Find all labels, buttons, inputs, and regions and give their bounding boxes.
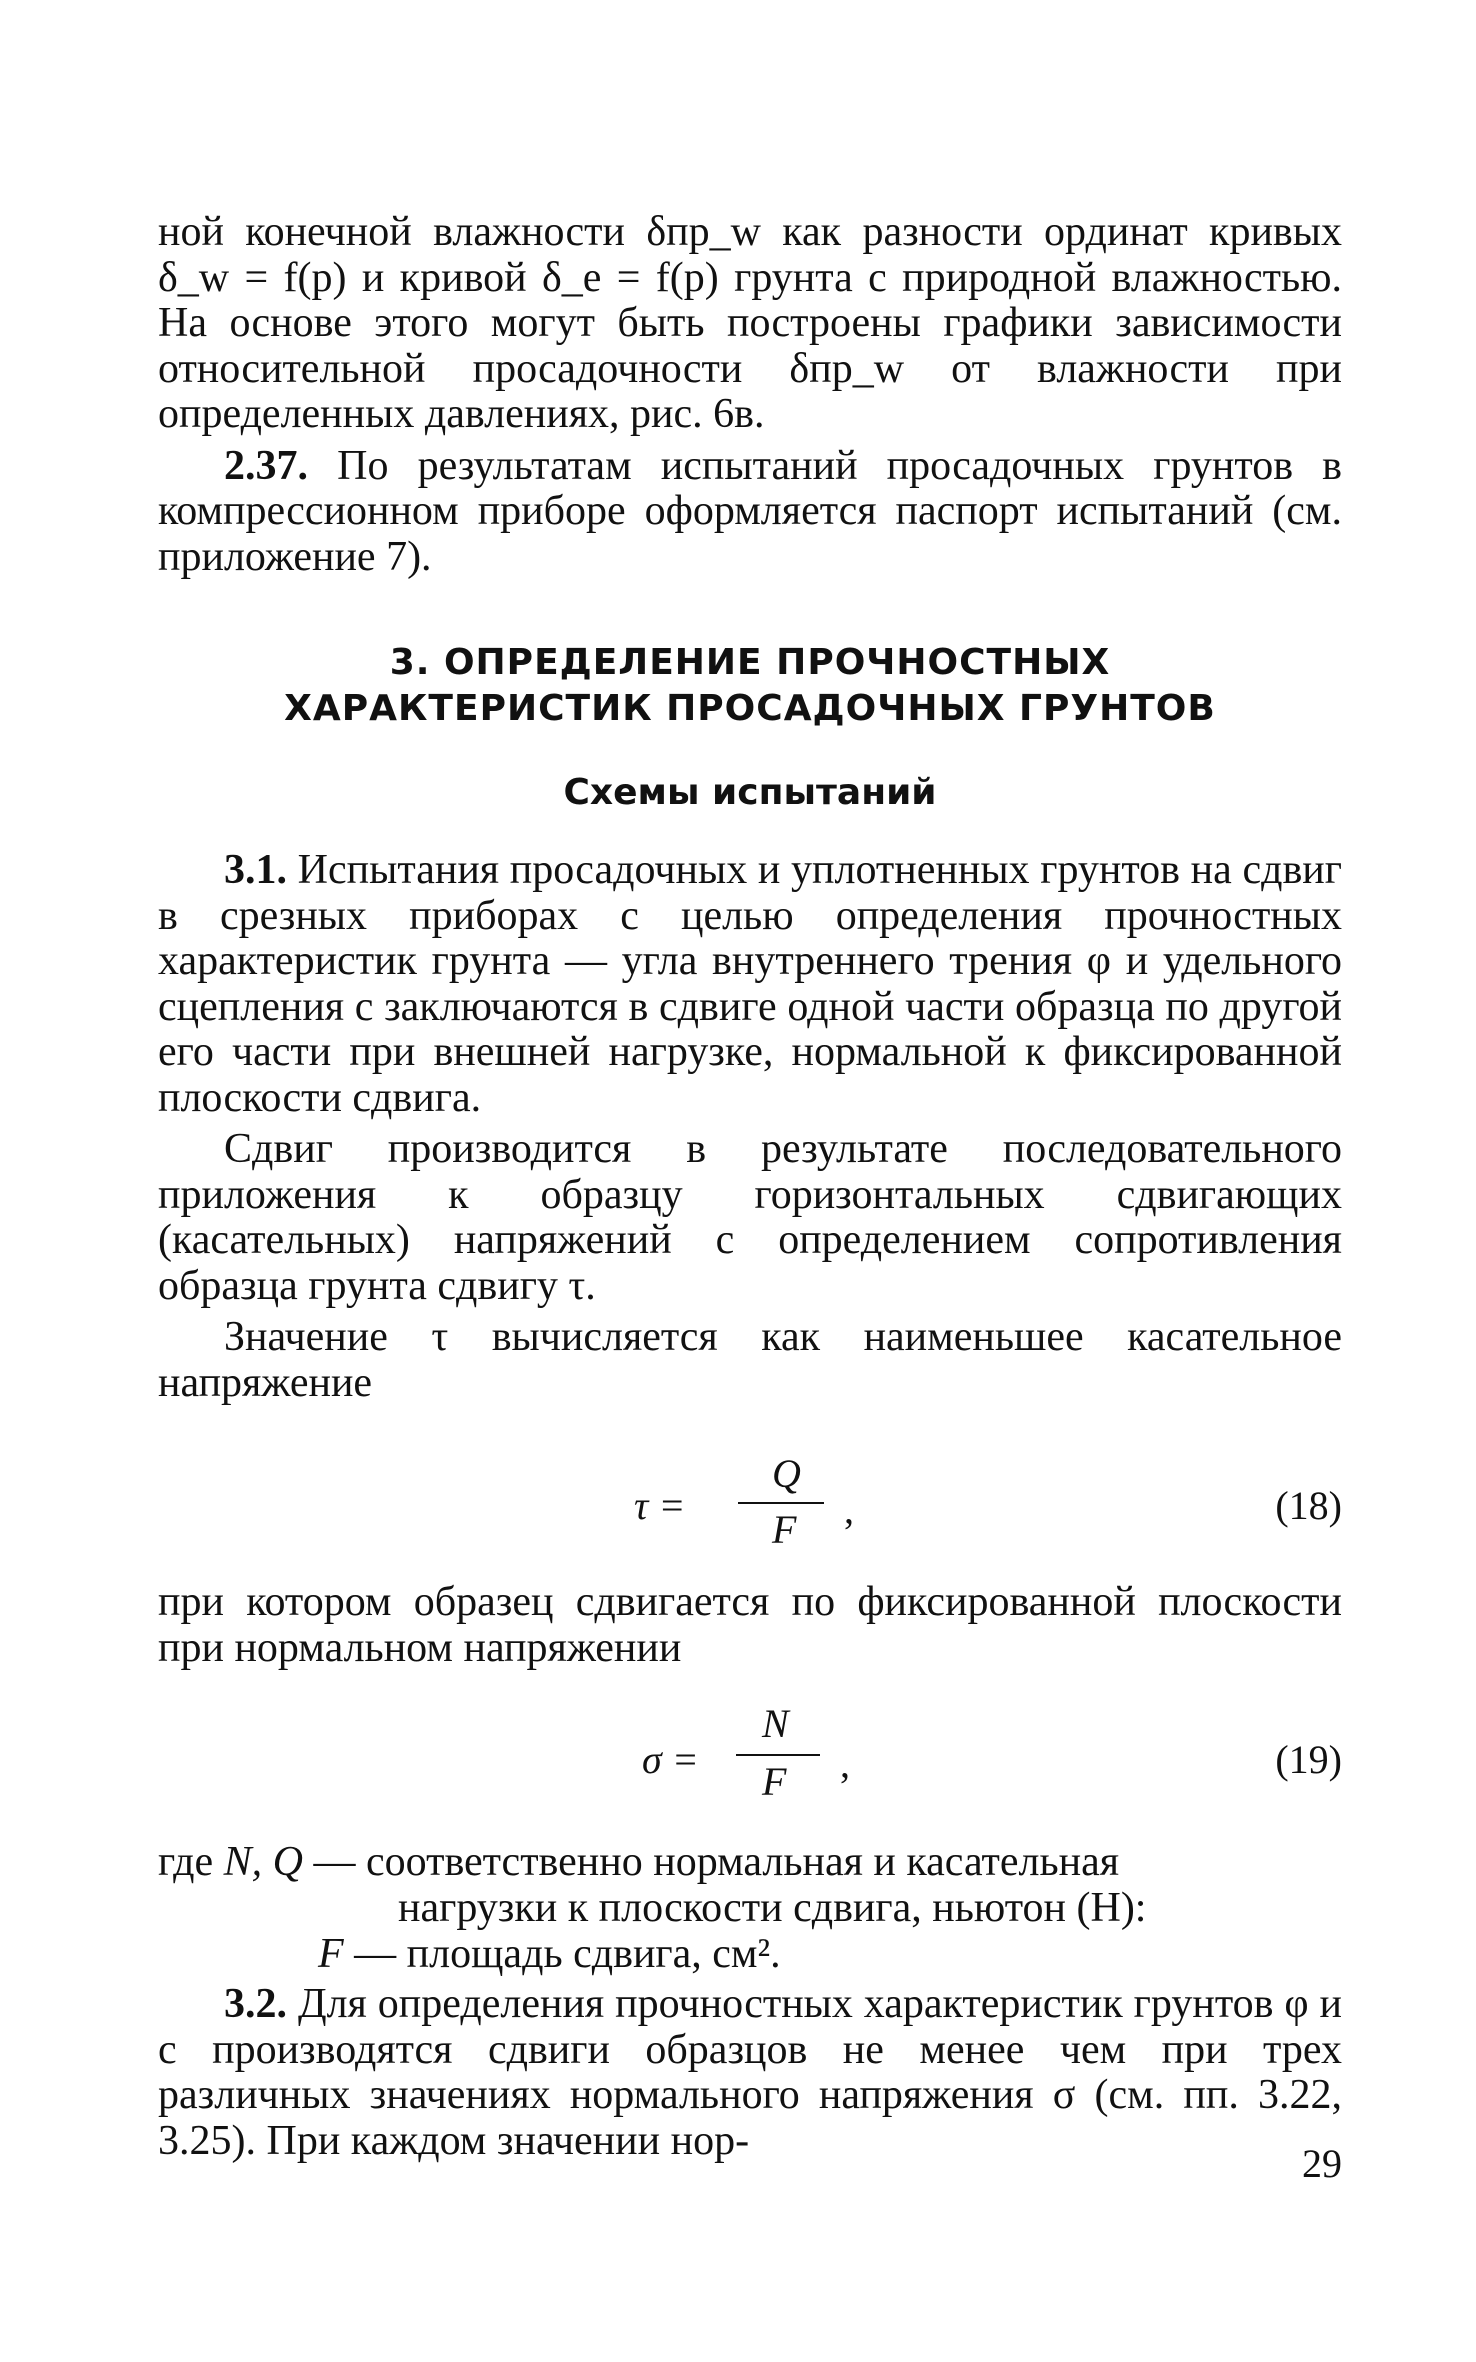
where-description: — площадь сдвига, см² [354, 1931, 771, 1977]
equation-comma: , [840, 1741, 850, 1786]
equation-numerator: N [762, 1701, 789, 1746]
where-row-1 [158, 1840, 1119, 1885]
paragraph-2-37 [158, 444, 1342, 581]
equation-number: (19) [1275, 1737, 1342, 1782]
body-block-1 [158, 848, 1342, 1406]
paragraph-3-1 [158, 848, 1342, 1121]
body-block-2 [158, 1580, 1342, 1671]
page-number: 29 [1302, 2141, 1342, 2186]
where-row-1-continued: нагрузки к плоскости сдвига, ньютон (Н): [398, 1885, 1147, 1931]
where-description: — соответственно нормальная и касательная [313, 1839, 1120, 1885]
paragraph-continuation: ной конечной влажности δпр_w как разности ординат кривых δ_w = f(p) и кривой δ_e = f(p) грунта с природной влажностью. На основе этого могут быть построены графики зависимости относительной просадочности δпр_w от влажности при определенных давлениях, рис. 6в. [158, 209, 1342, 437]
equation-18 [158, 1450, 1342, 1560]
paragraph-value: Значение τ вычисляется как наименьшее касательное напряжение [158, 1314, 1342, 1406]
where-variables: N, Q [223, 1839, 304, 1885]
where-label: где [158, 1839, 214, 1885]
where-row-2: F — площадь сдвига, см². [318, 1931, 781, 1977]
section-subheading: Схемы испытаний [563, 772, 937, 813]
equation-denominator: F [762, 1759, 787, 1804]
section-heading-line-1: 3. ОПРЕДЕЛЕНИЕ ПРОЧНОСТНЫХ [389, 642, 1111, 683]
equation-19 [158, 1700, 1342, 1810]
paragraph-text: Испытания просадочных и уплотненных грунтов на сдвиг в срезных приборах с целью определения прочностных характеристик грунта — угла внутреннего трения φ и удельного сцепления c заключаются в сдвиге одной части образца по другой его части при внешней нагрузке, нормальной к фиксированной плоскости сдвига. [158, 847, 1342, 1121]
where-variable: F [318, 1931, 344, 1977]
paragraph-text: По результатам испытаний просадочных грунтов в компрессионном приборе оформляется паспорт испытаний (см. приложение 7). [158, 442, 1342, 580]
equation-numerator: Q [772, 1451, 801, 1496]
equation-denominator: F [772, 1507, 797, 1552]
paragraph-shift: Сдвиг производится в результате последовательного приложения к образцу горизонтальных сдвигающих (касательных) напряжений с определением сопротивления образца грунта сдвигу τ. [158, 1126, 1342, 1309]
top-block [158, 210, 1342, 580]
section-heading-line-2: ХАРАКТЕРИСТИК ПРОСАДОЧНЫХ ГРУНТОВ [284, 688, 1216, 729]
paragraph-text: Для определения прочностных характеристик грунтов φ и c производятся сдвиги образцов не менее чем при трех различных значениях нормального напряжения σ (см. пп. 3.22, 3.25). При каждом значении нор- [158, 1981, 1343, 2164]
equation-lhs: τ = [634, 1483, 686, 1528]
paragraph-3-2 [158, 1982, 1342, 2164]
fraction-bar [736, 1754, 820, 1756]
fraction-bar [738, 1502, 824, 1504]
body-block-3 [158, 1982, 1342, 2164]
paragraph-which: при котором образец сдвигается по фиксированной плоскости при нормальном напряжении [158, 1579, 1342, 1671]
paragraph-number: 3.2. [224, 1981, 287, 2027]
equation-number: (18) [1275, 1483, 1342, 1528]
paragraph-number: 2.37. [224, 442, 308, 489]
paragraph-number: 3.1. [224, 847, 287, 893]
equation-lhs: σ = [642, 1737, 699, 1782]
equation-comma: , [844, 1487, 854, 1532]
